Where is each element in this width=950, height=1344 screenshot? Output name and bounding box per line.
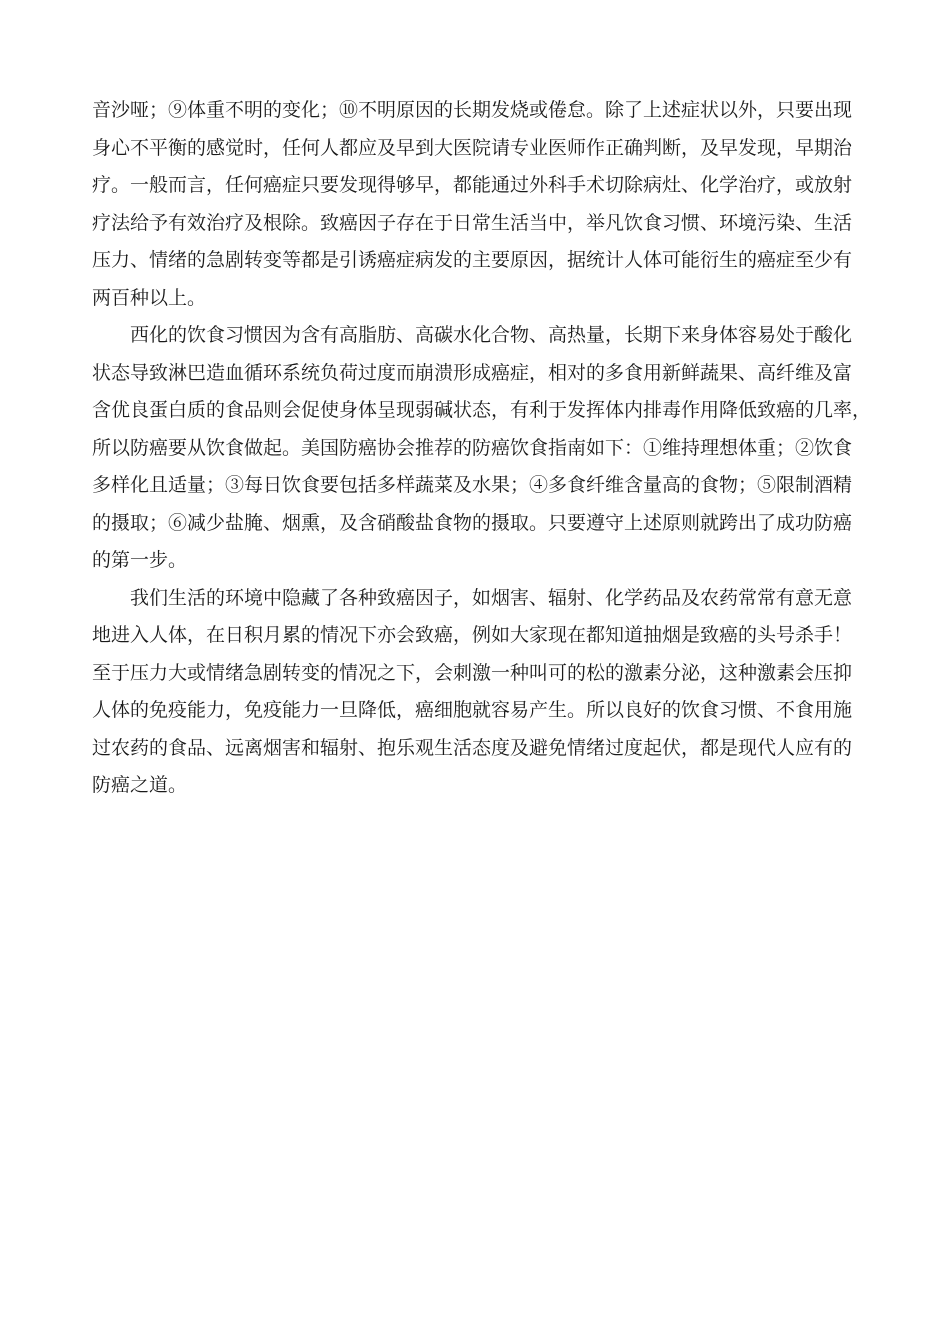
paragraph-line: 含优良蛋白质的食品则会促使身体呈现弱碱状态，有利于发挥体内排毒作用降低致癌的几率，: [92, 399, 872, 421]
paragraph-line: 疗法给予有效治疗及根除。致癌因子存在于日常生活当中，举凡饮食习惯、环境污染、生活: [92, 211, 853, 234]
paragraph-1: [92, 92, 862, 317]
paragraph-line: 身心不平衡的感觉时，任何人都应及早到大医院请专业医师作正确判断，及早发现，早期治: [92, 136, 853, 159]
paragraph-line: 人体的免疫能力，免疫能力一旦降低，癌细胞就容易产生。所以良好的饮食习惯、不食用施: [92, 699, 853, 721]
paragraph-line: 音沙哑；⑨体重不明的变化；⑩不明原因的长期发烧或倦怠。除了上述症状以外，只要出现: [92, 99, 853, 121]
document-body: [92, 92, 872, 805]
paragraph-line: 状态导致淋巴造血循环系统负荷过度而崩溃形成癌症，相对的多食用新鲜蔬果、高纤维及富: [92, 361, 853, 384]
paragraph-line: 的第一步。: [92, 549, 188, 571]
paragraph-line: 防癌之道。: [92, 774, 188, 796]
paragraph-line: 疗。一般而言，任何癌症只要发现得够早，都能通过外科手术切除病灶、化学治疗，或放射: [92, 174, 853, 196]
paragraph-line: 过农药的食品、远离烟害和辐射、抱乐观生活态度及避免情绪过度起伏，都是现代人应有的: [92, 736, 853, 759]
paragraph-line: 压力、情绪的急剧转变等都是引诱癌症病发的主要原因，据统计人体可能衍生的癌症至少有: [92, 249, 853, 271]
paragraph-line: 两百种以上。: [92, 286, 207, 309]
paragraph-line: 我们生活的环境中隐藏了各种致癌因子，如烟害、辐射、化学药品及农药常常有意无意: [130, 586, 853, 609]
paragraph-line: 的摄取；⑥减少盐腌、烟熏，及含硝酸盐食物的摄取。只要遵守上述原则就跨出了成功防癌: [92, 511, 853, 534]
paragraph-line: 所以防癌要从饮食做起。美国防癌协会推荐的防癌饮食指南如下：①维持理想体重；②饮食: [92, 436, 853, 459]
paragraph-2: [92, 317, 872, 580]
paragraph-line: 地进入人体，在日积月累的情况下亦会致癌，例如大家现在都知道抽烟是致癌的头号杀手！: [92, 624, 853, 646]
paragraph-line: 多样化且适量；③每日饮食要包括多样蔬菜及水果；④多食纤维含量高的食物；⑤限制酒精: [92, 474, 853, 496]
paragraph-line: 至于压力大或情绪急剧转变的情况之下，会刺激一种叫可的松的激素分泌，这种激素会压抑: [92, 661, 853, 684]
paragraph-line: 西化的饮食习惯因为含有高脂肪、高碳水化合物、高热量，长期下来身体容易处于酸化: [130, 324, 853, 346]
paragraph-3: [92, 580, 862, 805]
